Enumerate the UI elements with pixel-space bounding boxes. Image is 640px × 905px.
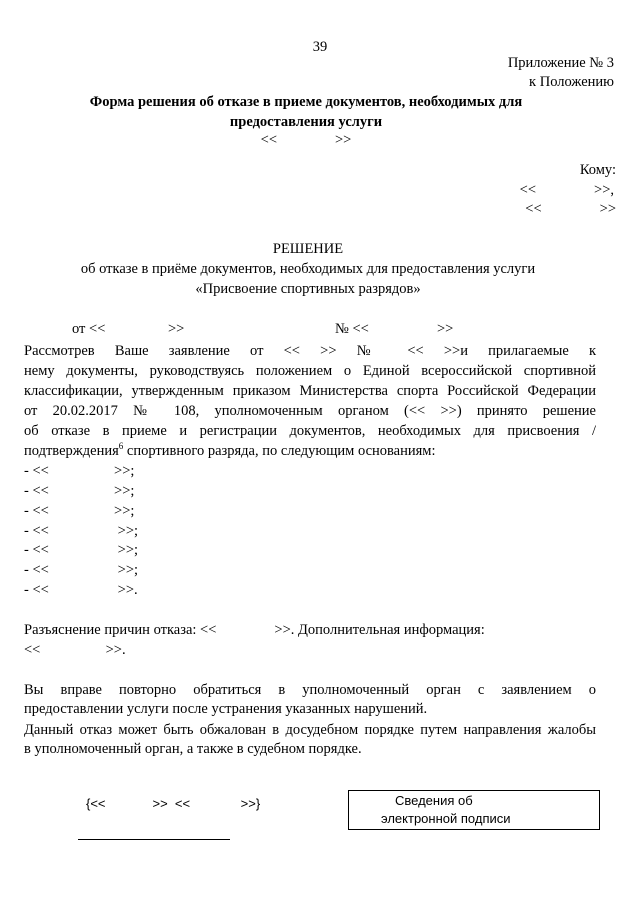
decision-date-close: >> — [168, 321, 185, 337]
signature-box-line-1: Сведения об — [395, 793, 473, 808]
form-title-line-2: предоставления услуги — [229, 114, 383, 130]
ground-item: - << >>; — [24, 562, 139, 578]
ground-item: - << >>; — [24, 523, 139, 539]
form-title-line-1: Форма решения об отказе в приеме документов, необходимых для — [89, 94, 523, 110]
closing-line-4: в уполномоченный орган, а также в судебном порядке. — [24, 741, 362, 757]
appendix-line-1: Приложение № 3 — [507, 55, 614, 71]
body-line-2: нему документы, руководствуясь положением о Единой всероссийской спортивной — [24, 363, 596, 379]
closing-line-1: Вы вправе повторно обратиться в уполномоченный орган с заявлением о — [24, 682, 596, 698]
body-line-4: от 20.02.2017 № 108, уполномоченным органом (<< >>) принято решение — [24, 403, 596, 419]
decision-subtitle: об отказе в приёме документов, необходимых для предоставления услуги — [80, 261, 536, 277]
page-number: 39 — [312, 39, 328, 55]
decision-date-label: от << — [72, 321, 106, 337]
recipient-line-1: << >>, — [519, 182, 614, 198]
ground-item: - << >>; — [24, 483, 135, 499]
decision-number-label: № << — [335, 321, 369, 337]
closing-line-2: предоставлении услуги после устранения указанных нарушений. — [24, 701, 428, 717]
ground-item: - << >>. — [24, 582, 138, 598]
electronic-signature-box — [348, 790, 600, 830]
decision-service: «Присвоение спортивных разрядов» — [195, 281, 421, 297]
body-line-6: подтверждения$^6$ спортивного разряда, по следующим основаниям: — [24, 441, 436, 459]
ground-item: - << >>; — [24, 503, 135, 519]
decision-number-close: >> — [437, 321, 454, 337]
explanation-line-1: Разъяснение причин отказа: << >>. Дополнительная информация: — [24, 622, 485, 638]
footnote-marker: 6 — [118, 441, 124, 452]
ground-item: - << >>; — [24, 463, 135, 479]
signature-box-line-2: электронной подписи — [381, 811, 511, 826]
signature-line — [78, 839, 230, 840]
body-line-1: Рассмотрев Ваше заявление от << >> № << >>и прилагаемые к — [24, 343, 597, 359]
decision-heading: РЕШЕНИЕ — [272, 241, 344, 257]
recipient-line-2: << >> — [525, 201, 616, 217]
closing-line-3: Данный отказ может быть обжалован в досудебном порядке путем направления жалобы — [24, 722, 596, 738]
signature-placeholder: {<< >> << >>} — [86, 796, 261, 811]
appendix-line-2: к Положению — [529, 74, 614, 90]
explanation-line-2: << >>. — [24, 642, 126, 658]
body-line-3: классификации, утвержденным приказом Министерства спорта Российской Федерации — [24, 383, 596, 399]
body-line-5: об отказе в приеме и регистрации документов, необходимых для присвоения / — [24, 423, 596, 439]
form-title-placeholder: << >> — [260, 132, 352, 148]
ground-item: - << >>; — [24, 542, 139, 558]
recipient-label: Кому: — [579, 162, 616, 178]
